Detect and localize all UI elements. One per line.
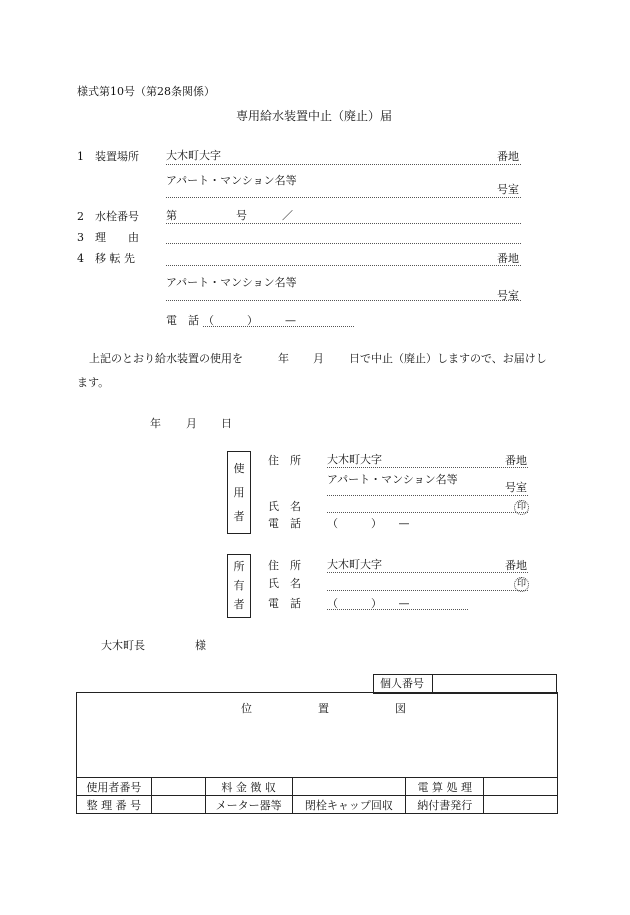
- destination-apartment-field[interactable]: [166, 300, 521, 301]
- destination-phone-field[interactable]: [203, 326, 354, 327]
- table-cell: 電 算 処 理: [406, 778, 484, 796]
- owner-address: 大木町大字: [327, 558, 382, 571]
- table-row: [77, 796, 558, 814]
- table-row: [77, 778, 558, 796]
- table-cell-input[interactable]: [151, 778, 205, 796]
- item-4-number: 4: [77, 252, 84, 265]
- phone-label: 電 話: [166, 314, 199, 327]
- item-4-label: 移 転 先: [95, 252, 135, 265]
- place-apartment-label: アパート・マンション名等: [166, 174, 297, 187]
- owner-address-field[interactable]: [327, 572, 528, 573]
- user-address: 大木町大字: [327, 453, 382, 466]
- user-apartment-field[interactable]: [327, 495, 528, 496]
- owner-title-char-2: 有: [233, 579, 245, 592]
- table-cell: 納付書発行: [406, 796, 484, 814]
- user-phone: （ ） —: [327, 517, 410, 530]
- owner-title-char-1: 所: [233, 560, 245, 573]
- place-room: 号室: [497, 183, 519, 196]
- user-title-char-3: 者: [233, 510, 245, 523]
- form-title: 専用給水装置中止（廃止）届: [236, 109, 393, 123]
- table-cell: 整 理 番 号: [77, 796, 152, 814]
- item-1-label: 装置場所: [95, 150, 139, 163]
- place-address-prefix: 大木町大字: [166, 149, 221, 162]
- destination-banchi: 番地: [497, 252, 519, 265]
- statement-year: 年: [278, 352, 289, 365]
- item-2-label: 水栓番号: [95, 210, 139, 223]
- addressee-name: 大木町長: [101, 639, 145, 652]
- table-cell-input[interactable]: [484, 778, 558, 796]
- user-block-title: [227, 451, 251, 534]
- personal-number-label-cell: [373, 674, 433, 694]
- addressee-honorific: 様: [195, 639, 206, 652]
- date-month: 月: [186, 417, 197, 430]
- item-2-number: 2: [77, 210, 84, 223]
- statement-month: 月: [313, 352, 324, 365]
- item-3-label: 理 由: [95, 231, 139, 244]
- user-address-field[interactable]: [327, 467, 528, 468]
- meter-number-field[interactable]: [166, 223, 521, 224]
- user-room: 号室: [505, 481, 527, 494]
- user-name-field[interactable]: [327, 512, 528, 513]
- user-name-label: 氏 名: [268, 500, 301, 513]
- user-phone-label: 電 話: [268, 517, 301, 530]
- form-number: 様式第10号（第28条関係）: [77, 85, 215, 98]
- owner-phone-label: 電 話: [268, 597, 301, 610]
- meter-slash: ／: [282, 209, 293, 222]
- destination-room: 号室: [497, 289, 519, 302]
- statement-text-1: 上記のとおり給水装置の使用を: [89, 352, 243, 365]
- table-cell-input[interactable]: [151, 796, 205, 814]
- personal-number-label: 個人番号: [380, 677, 424, 690]
- office-use-table: [76, 777, 558, 814]
- user-apartment-label: アパート・マンション名等: [327, 473, 458, 486]
- owner-title-char-3: 者: [233, 598, 245, 611]
- place-apartment-field[interactable]: [166, 197, 521, 198]
- location-map-box[interactable]: [76, 692, 558, 778]
- table-cell: 閉栓キャップ回収: [292, 796, 406, 814]
- owner-banchi: 番地: [505, 559, 527, 572]
- owner-name-label: 氏 名: [268, 577, 301, 590]
- place-banchi: 番地: [497, 150, 519, 163]
- owner-seal-mark: 印: [514, 577, 529, 592]
- owner-name-field[interactable]: [327, 590, 528, 591]
- item-1-number: 1: [77, 150, 84, 163]
- date-year: 年: [150, 417, 161, 430]
- owner-phone-field[interactable]: [327, 609, 468, 610]
- user-address-label: 住 所: [268, 454, 301, 467]
- statement-text-3: ます。: [77, 376, 110, 389]
- location-map-label: 位 置 図: [241, 702, 406, 715]
- user-banchi: 番地: [505, 454, 527, 467]
- destination-address-field[interactable]: [166, 265, 521, 266]
- owner-block-title: [227, 554, 251, 618]
- personal-number-field[interactable]: [432, 674, 557, 694]
- owner-address-label: 住 所: [268, 559, 301, 572]
- table-cell-input[interactable]: [292, 778, 406, 796]
- table-cell-input[interactable]: [484, 796, 558, 814]
- owner-phone: （ ） —: [327, 597, 410, 610]
- user-seal-mark: 印: [514, 500, 529, 515]
- table-cell: 使用者番号: [77, 778, 152, 796]
- statement-text-2: 日で中止（廃止）しますので、お届けし: [349, 352, 547, 365]
- date-day: 日: [221, 417, 232, 430]
- meter-dai: 第: [166, 209, 177, 222]
- reason-field[interactable]: [166, 243, 521, 244]
- meter-go: 号: [236, 209, 247, 222]
- table-cell: 料 金 徴 収: [205, 778, 292, 796]
- table-cell: メーター器等: [205, 796, 292, 814]
- user-title-char-1: 使: [233, 462, 245, 475]
- user-title-char-2: 用: [233, 486, 245, 499]
- destination-apartment-label: アパート・マンション名等: [166, 276, 297, 289]
- phone-area-code: （ ）: [203, 314, 258, 327]
- item-3-number: 3: [77, 231, 84, 244]
- phone-dash: —: [285, 314, 296, 327]
- place-address-field[interactable]: [166, 164, 521, 165]
